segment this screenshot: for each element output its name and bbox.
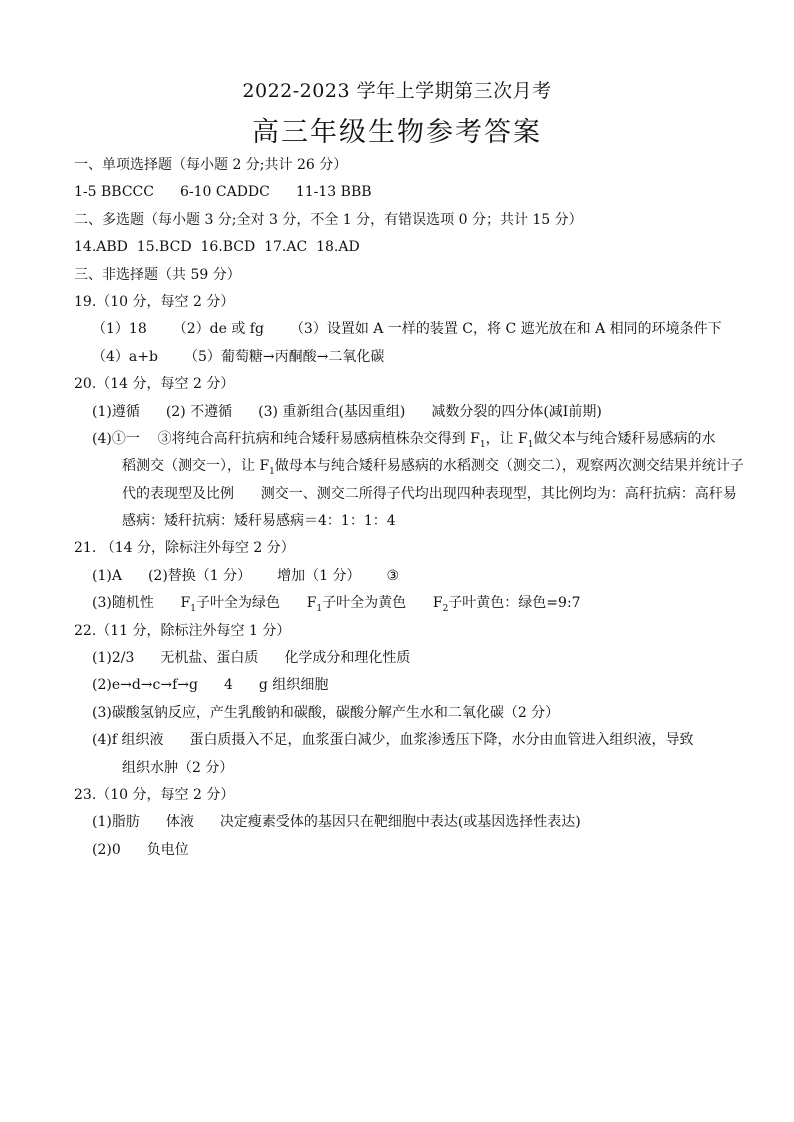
- answer-text: 做父本与纯合矮秆易感病的水: [533, 430, 716, 447]
- answer-item: (2)替换（1 分）: [147, 567, 252, 584]
- q22-row-5: 组织水肿（2 分）: [122, 759, 234, 776]
- subscript: 1: [527, 439, 534, 450]
- subscript: 2: [442, 604, 449, 615]
- answer-text: ，让 F: [485, 430, 528, 447]
- q23-row-1: [74, 809, 744, 836]
- answer-item: ③: [386, 567, 400, 584]
- q20-row-3: [74, 453, 744, 480]
- answer-content: [74, 152, 744, 864]
- answer-item: 17.AC: [264, 239, 308, 256]
- answer-text: (3)随机性: [92, 595, 154, 612]
- answer-item: 15.BCD: [136, 239, 192, 256]
- answer-item: 化学成分和理化性质: [284, 650, 411, 667]
- answer-item: （3）设置如 A 一样的装置 C，将 C 遮光放在和 A 相同的环境条件下: [289, 321, 722, 338]
- q20-row-2: [74, 426, 744, 453]
- q20-row-5: 感病：矮秆抗病：矮秆易感病＝4：1：1：4: [122, 513, 396, 530]
- answer-item: （1）18: [92, 321, 147, 338]
- answer-group: 11-13 BBB: [295, 184, 372, 201]
- section-1-heading: 一、单项选择题（每小题 2 分;共计 26 分）: [74, 157, 348, 173]
- q22-heading: 22.（11 分，除标注外每空 1 分）: [74, 622, 291, 639]
- section-2-heading: 二、多选题（每小题 3 分;全对 3 分，不全 1 分，有错误选项 0 分；共计 15 分）: [74, 211, 583, 228]
- answer-text: 子叶全为绿色: [196, 595, 280, 612]
- q23-heading: 23.（10 分，每空 2 分）: [74, 786, 235, 803]
- answer-item: 决定瘦素受体的基因只在靶细胞中表达(或基因选择性表达): [219, 814, 581, 831]
- answer-item: (2) 不遵循: [165, 403, 233, 420]
- subscript: 1: [190, 604, 196, 615]
- q21-row-2: [74, 590, 744, 617]
- answer-item: (4)①一: [92, 430, 140, 447]
- answer-item: (1)遵循: [92, 403, 140, 420]
- q22-row-4: [74, 727, 744, 754]
- answer-text: ③将纯合高秆抗病和纯合矮秆易感病植株杂交得到 F: [157, 430, 480, 447]
- q21-heading: 21. （14 分，除标注外每空 2 分）: [74, 540, 295, 557]
- q22-row-1: [74, 645, 744, 672]
- section-1-answers: [74, 179, 744, 206]
- answer-item: (2)0: [92, 841, 121, 858]
- section-3-heading: 三、非选择题（共 59 分）: [74, 266, 241, 283]
- subscript: 1: [269, 467, 275, 478]
- answer-text: F: [180, 595, 191, 612]
- answer-text: 子叶全为黄色: [322, 595, 407, 612]
- answer-item: 16.BCD: [200, 239, 256, 256]
- subscript: 1: [479, 439, 486, 450]
- answer-item: 4: [223, 677, 233, 694]
- q22-row-2: [74, 672, 744, 699]
- answer-item: g 组织细胞: [258, 677, 329, 694]
- answer-text: 测交一、测交二所得子代均出现四种表现型，其比例均为：高秆抗病：高秆易: [260, 485, 737, 502]
- answer-item: 无机盐、蛋白质: [160, 650, 259, 667]
- answer-item: (4)f 组织液: [92, 732, 164, 749]
- q20-row-4: [74, 481, 744, 508]
- answer-item: 14.ABD: [74, 239, 128, 256]
- answer-text: 做母本与纯合矮秆易感病的水稻测交（测交二），观察两次测交结果并统计子: [274, 458, 744, 475]
- answer-text: 稻测交（测交一），让 F: [122, 458, 270, 475]
- answer-item: 减数分裂的四分体(减Ⅰ前期): [431, 403, 602, 420]
- answer-item: （4）a+b: [92, 348, 158, 365]
- q22-row-3: (3)碳酸氢钠反应，产生乳酸钠和碳酸，碳酸分解产生水和二氧化碳（2 分）: [92, 704, 560, 721]
- q19-heading: 19.（10 分，每空 2 分）: [74, 293, 235, 310]
- answer-item: (1)2/3: [92, 650, 135, 667]
- answer-item: 增加（1 分）: [277, 567, 361, 584]
- answer-item: 18.AD: [316, 239, 360, 256]
- answer-item: (1)脂肪: [92, 814, 140, 831]
- answer-item: (1)A: [92, 567, 122, 584]
- exam-title: 2022-2023 学年上学期第三次月考: [242, 80, 552, 102]
- q19-row-1: [74, 316, 744, 343]
- q20-row-1: [74, 399, 744, 426]
- answer-item: 蛋白质摄入不足，血浆蛋白减少，血浆渗透压下降，水分由血管进入组织液，导致: [189, 732, 694, 749]
- answer-item: (3) 重新组合(基因重组): [258, 403, 406, 420]
- q19-row-2: [74, 344, 744, 371]
- section-2-answers: [74, 234, 744, 261]
- subscript: 1: [316, 604, 323, 615]
- answer-item: 负电位: [146, 841, 189, 858]
- answer-text: 子叶黄色：绿色=9:7: [448, 595, 581, 612]
- answer-group: 1-5 BBCCC: [74, 184, 154, 201]
- answer-group: 6-10 CADDC: [179, 184, 270, 201]
- answer-text: 代的表现型及比例: [122, 485, 234, 502]
- q21-row-1: [74, 563, 744, 590]
- document-title: 高三年级生物参考答案: [252, 117, 542, 148]
- answer-text: F: [432, 595, 443, 612]
- answer-text: F: [306, 595, 317, 612]
- q20-heading: 20.（14 分，每空 2 分）: [74, 376, 235, 393]
- answer-item: 体液: [165, 814, 194, 831]
- q23-row-2: [74, 837, 744, 864]
- answer-item: (2)e→d→c→f→g: [92, 677, 198, 694]
- answer-item: （5）葡萄糖→丙酮酸→二氧化碳: [183, 348, 385, 365]
- answer-item: （2）de 或 fg: [172, 321, 264, 338]
